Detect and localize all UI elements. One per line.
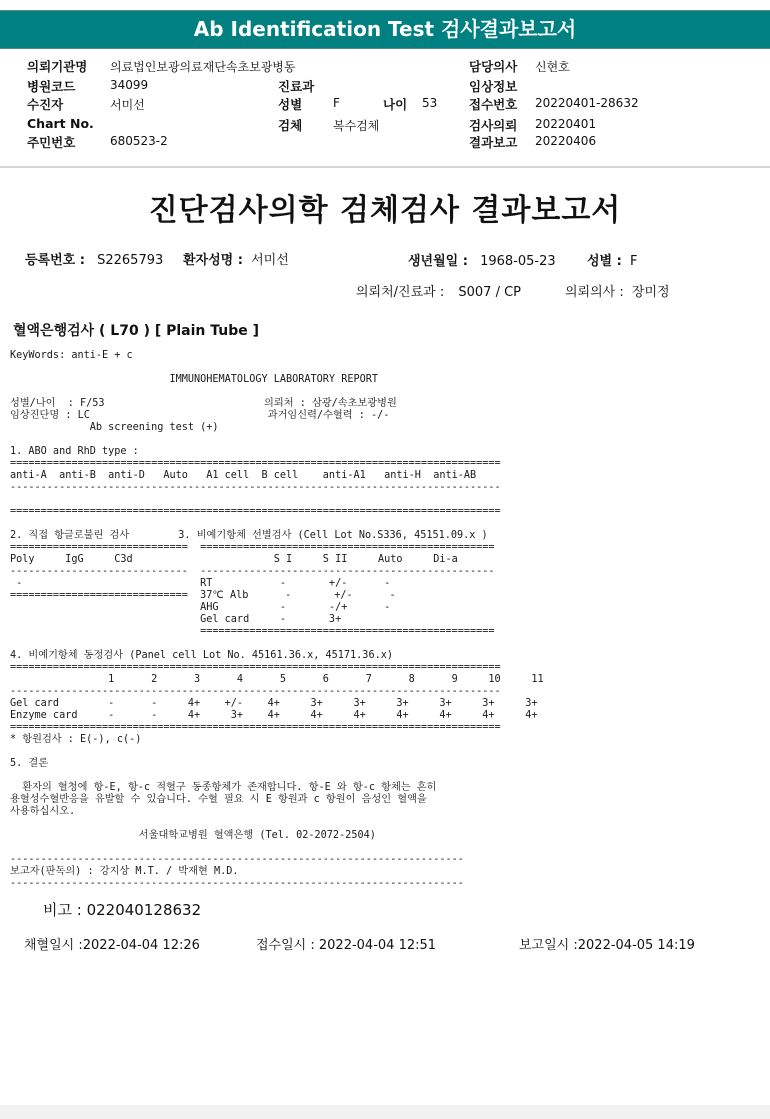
- report-line: 1. ABO and RhD type :: [10, 446, 139, 457]
- report-line: [10, 434, 544, 446]
- header-value: 20220401-28632: [535, 96, 639, 110]
- report-line: 환자의 혈청에 항-E, 항-c 적혈구 동종항체가 존재합니다. 항-E 와 항-c 항체는 흔히: [10, 782, 437, 793]
- report-line: AHG - -/+ -: [10, 602, 391, 613]
- dept-label: 의뢰처/진료과 :: [356, 285, 445, 300]
- dept-value: S007 / CP: [458, 285, 522, 300]
- report-line: 2. 직접 항글로불린 검사 3. 비예기항체 선별검사 (Cell Lot No.S336, 45151.09.x ): [10, 530, 488, 541]
- report-line: KeyWords: anti-E + c: [10, 350, 133, 361]
- header-label: 의뢰기관명: [27, 59, 88, 74]
- report-line: --------------------------------------------------------------------------: [10, 878, 464, 889]
- header-value: 서미선: [110, 98, 145, 112]
- header-value: 20220401: [535, 117, 597, 131]
- header-value: 680523-2: [110, 134, 168, 148]
- report-line: [10, 842, 544, 854]
- report-value: 2022-04-05 14:19: [577, 938, 695, 953]
- collection-datetime: [24, 934, 200, 953]
- report-line: 사용하십시오.: [10, 806, 76, 817]
- report-line: ================================================================================: [10, 458, 501, 469]
- age-label: 나이: [383, 97, 408, 112]
- report-line: [10, 770, 544, 782]
- registration-number: [25, 249, 163, 268]
- registration-value: S2265793: [97, 253, 164, 268]
- remarks: [43, 899, 201, 920]
- receipt-value: 2022-04-04 12:51: [318, 938, 437, 953]
- header-label: Chart No.: [27, 116, 94, 131]
- report-line: Gel card - 3+: [10, 614, 342, 625]
- report-line: --------------------------------------------------------------------------: [10, 854, 464, 865]
- report-line: 임상진단명 : LC 과거임신력/수혈력 : -/-: [10, 410, 390, 421]
- report-line: ================================================================================: [10, 722, 501, 733]
- header-value: F: [333, 96, 340, 110]
- report-line: ================================================================================: [10, 506, 501, 517]
- report-line: ================================================: [10, 626, 495, 637]
- report-line: [10, 362, 544, 374]
- report-line: Gel card - - 4+ +/- 4+ 3+ 3+ 3+ 3+ 3+ 3+: [10, 698, 538, 709]
- receipt-label: 접수일시 :: [256, 938, 315, 953]
- sex-label: 성별 :: [587, 254, 622, 269]
- header-label: 수진자: [27, 97, 64, 112]
- referral-department: [356, 281, 521, 300]
- report-line: - RT - +/- -: [10, 578, 391, 589]
- header-value: 신현호: [535, 60, 570, 74]
- sex-value: F: [629, 254, 638, 269]
- report-line: ================================================================================: [10, 662, 501, 673]
- report-line: 서울대학교병원 혈액은행 (Tel. 02-2072-2504): [10, 830, 376, 841]
- patient-name-label: 환자성명 :: [183, 253, 243, 268]
- header-label: 진료과: [278, 79, 315, 94]
- report-line: Enzyme card - - 4+ 3+ 4+ 4+ 4+ 4+ 4+ 4+ 4+: [10, 710, 538, 721]
- report-line: 1 2 3 4 5 6 7 8 9 10 11: [10, 674, 544, 685]
- header-value: 복수검체: [333, 119, 380, 133]
- report-line: 4. 비예기항체 동정검사 (Panel cell Lot No. 45161.36.x, 45171.36.x): [10, 650, 393, 661]
- header-label: 주민번호: [27, 135, 76, 150]
- header-label: 병원코드: [27, 79, 76, 94]
- report-line: ============================= ================================================: [10, 542, 495, 553]
- dob-value: 1968-05-23: [480, 254, 556, 269]
- collection-value: 2022-04-04 12:26: [82, 938, 200, 953]
- receipt-datetime: [256, 934, 436, 953]
- header-label: 임상정보: [469, 79, 518, 94]
- header-label: 성별: [278, 97, 303, 112]
- report-line: [10, 518, 544, 530]
- report-line: [10, 746, 544, 758]
- report-line: [10, 638, 544, 650]
- dob-label: 생년월일 :: [408, 254, 468, 269]
- header-label: 접수번호: [469, 97, 518, 112]
- report-line: [10, 386, 544, 398]
- doctor-value: 장미정: [631, 285, 670, 300]
- report-line: --------------------------------------------------------------------------------: [10, 482, 501, 493]
- report-line: Ab screening test (+): [10, 422, 219, 433]
- report-line: 성별/나이 : F/53 의뢰처 : 삼광/속초보광병원: [10, 398, 397, 409]
- report-line: [10, 818, 544, 830]
- report-line: IMMUNOHEMATOLOGY LABORATORY REPORT: [10, 374, 379, 385]
- remarks-label: 비고 :: [43, 901, 82, 919]
- header-value: 34099: [110, 78, 149, 92]
- report-line: 용혈성수혈반응을 유발할 수 있습니다. 수혈 필요 시 E 항원과 c 항원이 음성인 혈액을: [10, 794, 427, 805]
- age-value: 53: [422, 96, 438, 110]
- remarks-value: 022040128632: [86, 901, 202, 919]
- report-line: --------------------------------------------------------------------------------: [10, 686, 501, 697]
- report-line: [10, 494, 544, 506]
- header-label: 담당의사: [469, 59, 518, 74]
- header-divider: [0, 166, 770, 168]
- report-line: ----------------------------- ------------------------------------------------: [10, 566, 495, 577]
- patient-name: [183, 249, 289, 268]
- header-label: 결과보고: [469, 135, 518, 150]
- registration-label: 등록번호 :: [25, 253, 85, 268]
- date-of-birth: [408, 250, 556, 269]
- report-datetime: [519, 934, 695, 953]
- header-value: 의료법인보광의료재단속초보광병동: [110, 60, 296, 74]
- doctor-label: 의뢰의사 :: [565, 285, 624, 300]
- report-line: anti-A anti-B anti-D Auto A1 cell B cell anti-A1 anti-H anti-AB: [10, 470, 477, 481]
- header-label: 검체: [278, 118, 303, 133]
- header-value: 20220406: [535, 134, 597, 148]
- report-line: ============================= 37℃ Alb - +/- -: [10, 590, 396, 601]
- patient-sex: [587, 250, 637, 269]
- report-line: Poly IgG C3d S I S II Auto Di-a: [10, 554, 458, 565]
- report-main-title: 진단검사의학 검체검사 결과보고서: [148, 193, 622, 228]
- report-label: 보고일시 :: [519, 938, 578, 953]
- report-title-bar: Ab Identification Test 검사결과보고서: [0, 10, 770, 49]
- referring-doctor: [565, 281, 670, 300]
- report-line: 5. 결론: [10, 758, 49, 769]
- patient-name-value: 서미선: [251, 253, 289, 268]
- collection-label: 채혈일시 :: [24, 938, 83, 953]
- section-title: 혈액은행검사 ( L70 ) [ Plain Tube ]: [13, 323, 260, 339]
- header-label: 검사의뢰: [469, 118, 518, 133]
- report-line: * 항원검사 : E(-), c(-): [10, 734, 142, 745]
- lab-report-body: [10, 350, 544, 890]
- report-line: 보고자(판독의) : 강지상 M.T. / 박재현 M.D.: [10, 866, 239, 877]
